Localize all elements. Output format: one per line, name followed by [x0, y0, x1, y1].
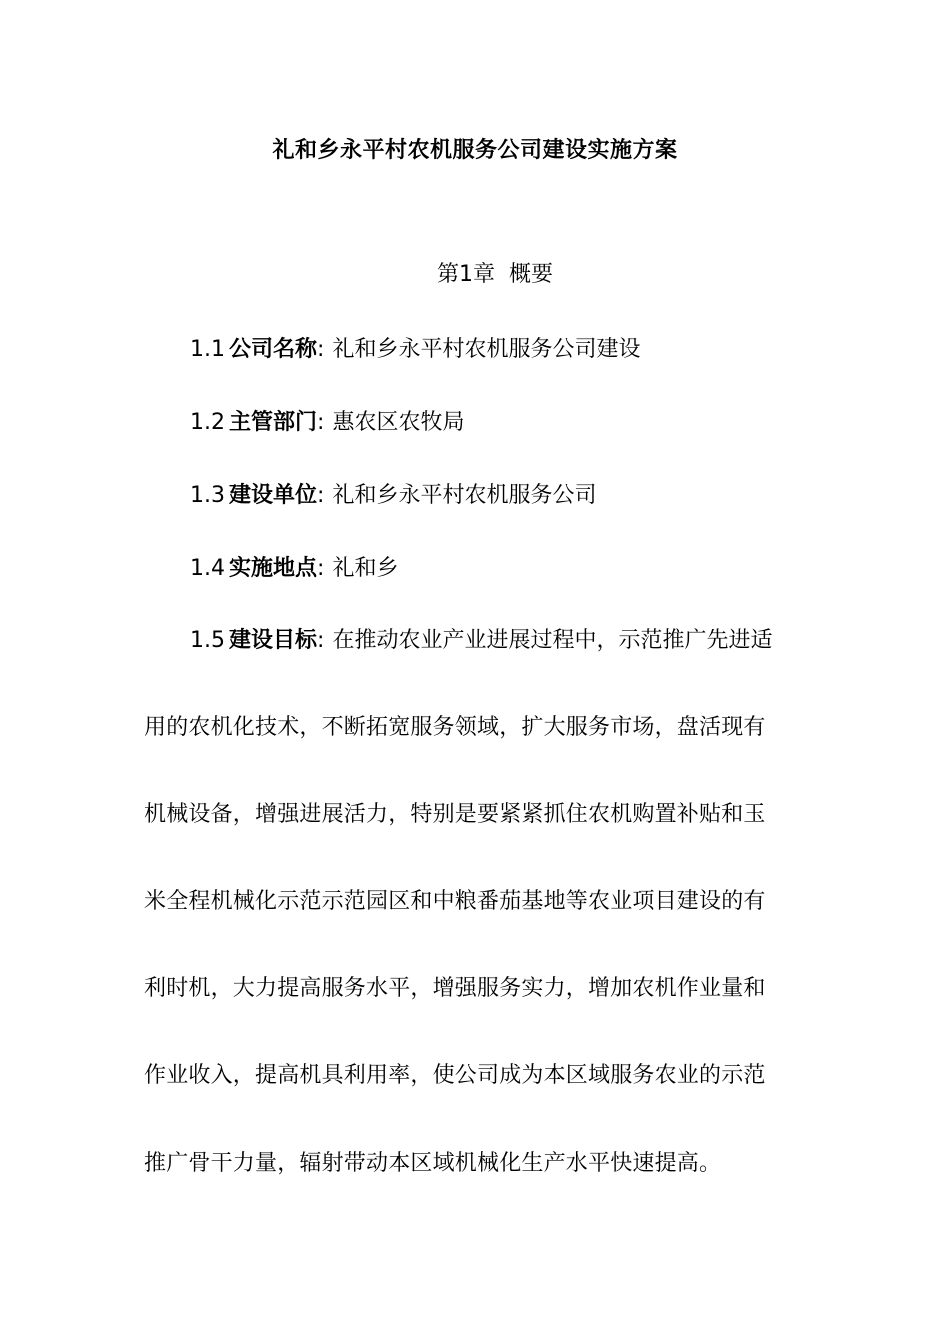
document-title: 礼和乡永平村农机服务公司建设实施方案 [272, 138, 678, 163]
goal-paragraph-line: 推广骨干力量，辐射带动本区域机械化生产水平快速提高。 [144, 1151, 722, 1176]
item-number: 1.2 [190, 410, 225, 435]
goal-paragraph-line: 利时机，大力提高服务水平，增强服务实力，增加农机作业量和 [144, 976, 766, 1001]
goal-paragraph-line: 用的农机化技术，不断拓宽服务领域，扩大服务市场，盘活现有 [144, 715, 766, 740]
goal-paragraph-line: 机械设备，增强进展活力，特别是要紧紧抓住农机购置补贴和玉 [144, 802, 766, 827]
item-separator: : [317, 556, 325, 581]
info-item-goal [190, 623, 772, 654]
item-separator: : [317, 337, 325, 362]
item-value: 在推动农业产业进展过程中，示范推广先进适 [332, 628, 773, 653]
item-separator: : [317, 628, 325, 653]
item-number: 1.3 [190, 483, 225, 508]
item-value: 礼和乡永平村农机服务公司建设 [332, 337, 641, 362]
item-label: 建设目标 [229, 628, 318, 653]
goal-paragraph-line: 作业收入，提高机具利用率，使公司成为本区域服务农业的示范 [144, 1063, 766, 1088]
item-value: 礼和乡永平村农机服务公司 [332, 483, 597, 508]
item-number: 1.5 [190, 628, 225, 653]
item-label: 建设单位 [229, 483, 318, 508]
item-separator: : [317, 410, 325, 435]
item-value: 礼和乡 [332, 556, 399, 581]
item-value: 惠农区农牧局 [332, 410, 465, 435]
info-item-construction-unit [190, 478, 596, 509]
chapter-heading [437, 257, 553, 288]
chapter-title: 概要 [509, 262, 554, 287]
item-separator: : [317, 483, 325, 508]
item-number: 1.4 [190, 556, 225, 581]
goal-paragraph-line: 米全程机械化示范示范园区和中粮番茄基地等农业项目建设的有 [144, 889, 766, 914]
info-item-department [190, 405, 464, 436]
item-number: 1.1 [190, 337, 225, 362]
info-item-location [190, 551, 398, 582]
item-label: 主管部门 [229, 410, 318, 435]
chapter-number: 第1章 [437, 262, 495, 287]
item-label: 公司名称 [229, 337, 318, 362]
info-item-company-name [190, 332, 640, 363]
item-label: 实施地点 [229, 556, 318, 581]
